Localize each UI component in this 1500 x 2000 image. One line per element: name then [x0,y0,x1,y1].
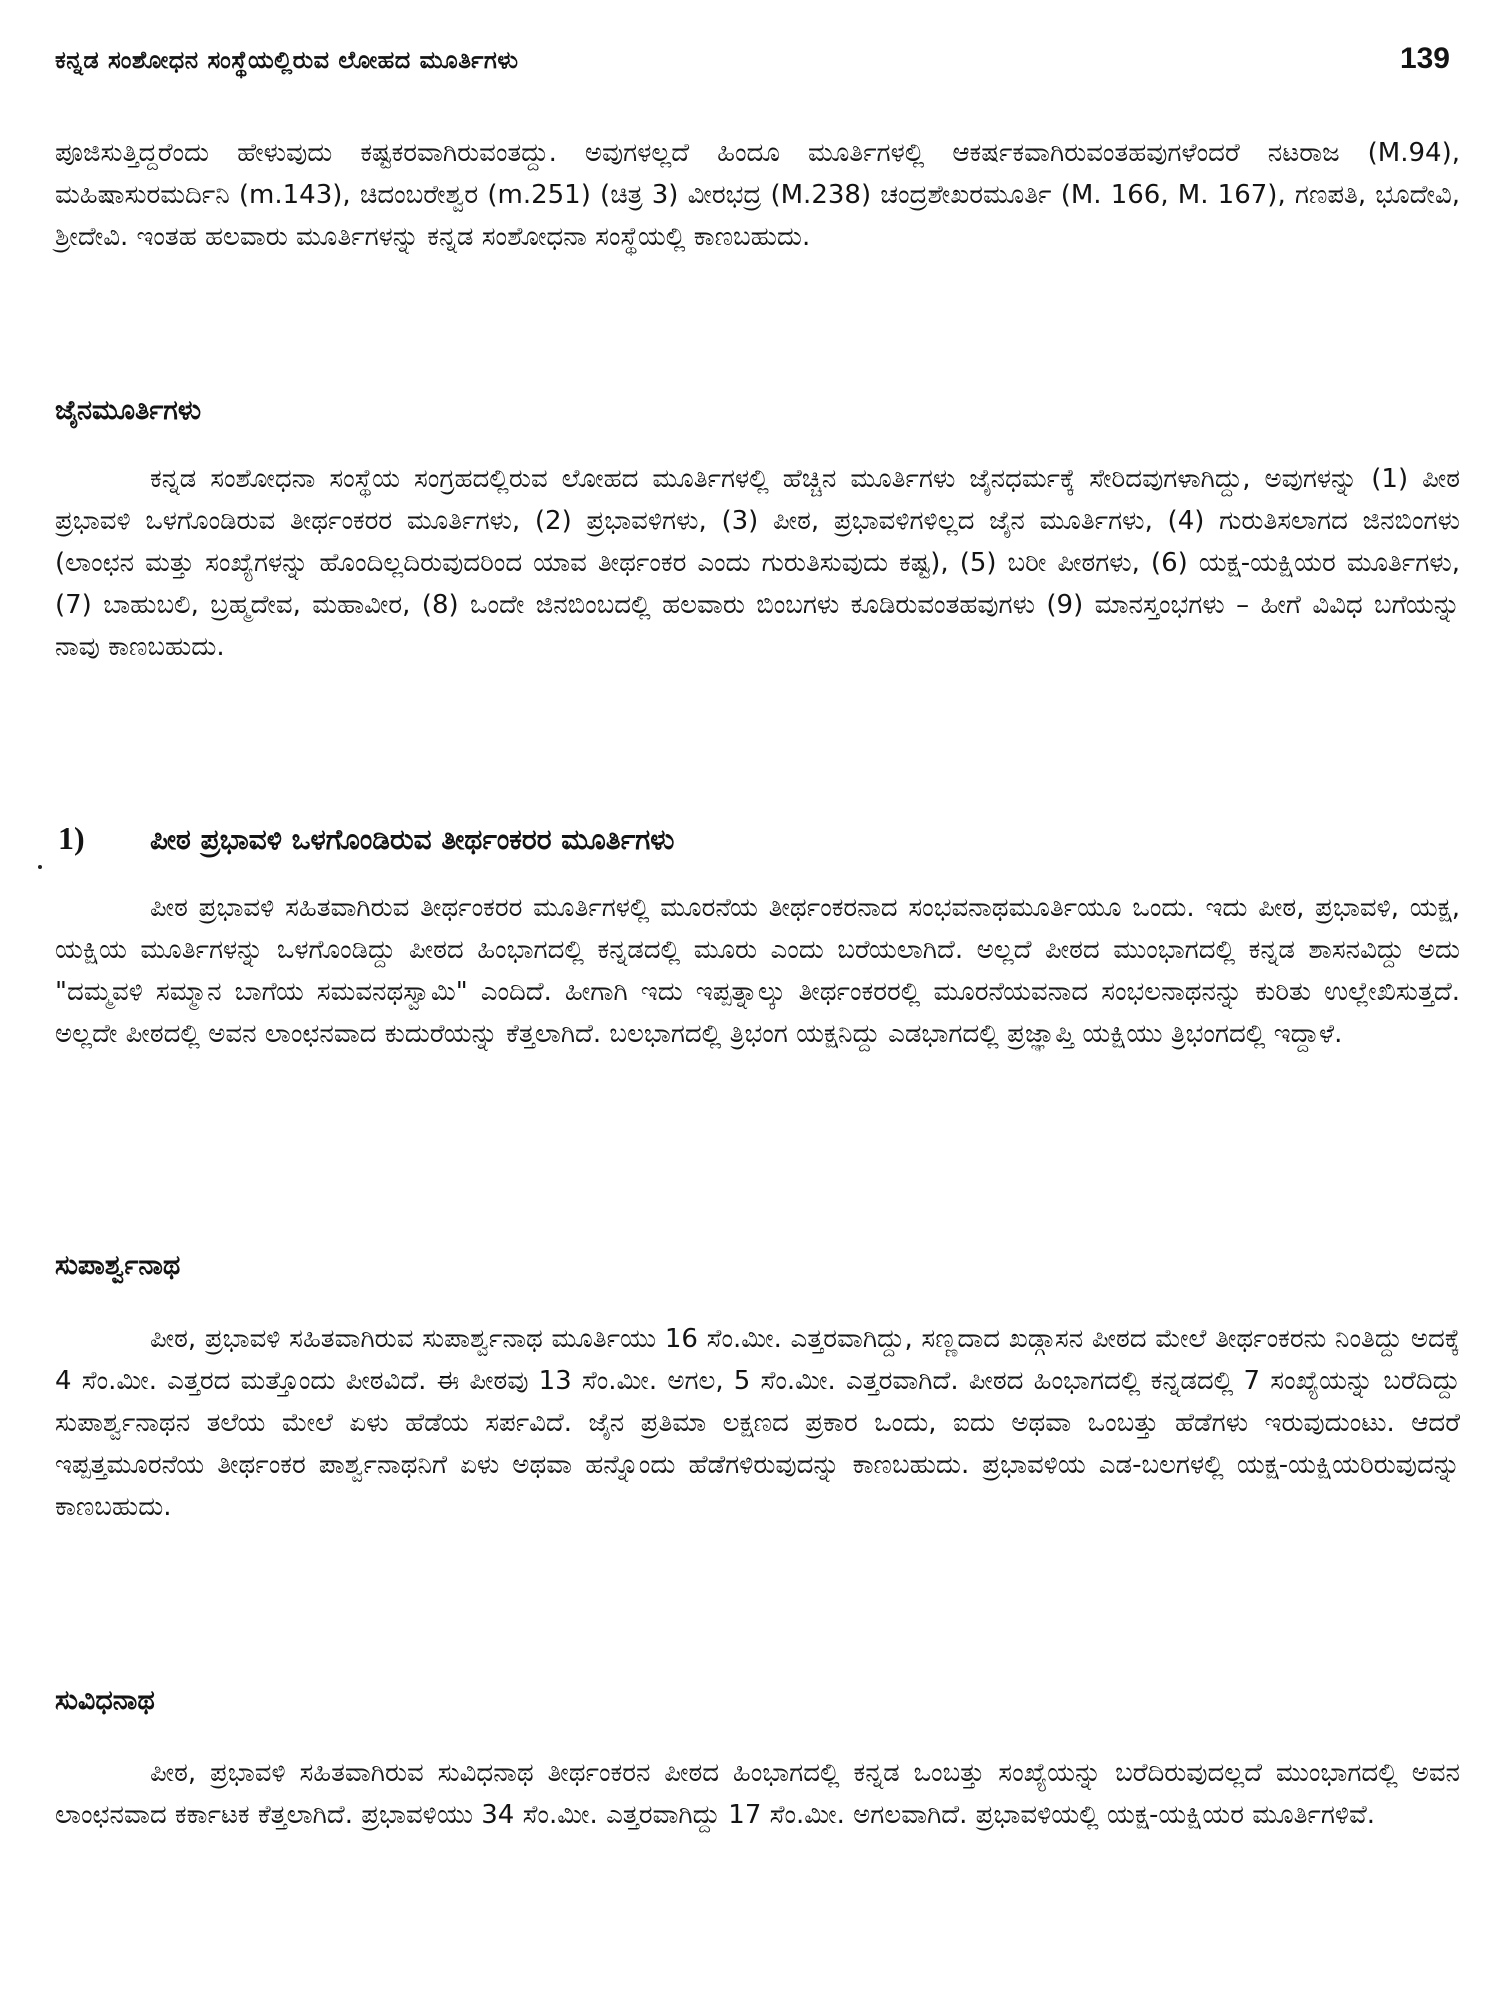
heading-section-1 [58,820,674,857]
section-title: ಪೀಠ ಪ್ರಭಾವಳಿ ಒಳಗೊಂಡಿರುವ ತೀರ್ಥಂಕರರ ಮೂರ್ತಿಗಳು [150,823,675,856]
heading-suvidhinatha: ಸುವಿಧನಾಥ [55,1685,155,1716]
paragraph-jaina-categories: ಕನ್ನಡ ಸಂಶೋಧನಾ ಸಂಸ್ಥೆಯ ಸಂಗ್ರಹದಲ್ಲಿರುವ ಲೋಹದ ಮೂರ್ತಿಗಳಲ್ಲಿ ಹೆಚ್ಚಿನ ಮೂರ್ತಿಗಳು ಜೈನಧರ್ಮಕ್ಕೆ ಸೇರಿದವುಗಳಾಗಿದ್ದು, ಅವುಗಳನ್ನು (1) ಪೀಠ ಪ್ರಭಾವಳಿ ಒಳಗೊಂಡಿರುವ ತೀರ್ಥಂಕರರ ಮೂರ್ತಿಗಳು, (2) ಪ್ರಭಾವಳಿಗಳು, (3) ಪೀಠ, ಪ್ರಭಾವಳಿಗಳಿಲ್ಲದ ಜೈನ ಮೂರ್ತಿಗಳು, (4) ಗುರುತಿಸಲಾಗದ ಜಿನಬಿಂಗಳು (ಲಾಂಛನ ಮತ್ತು ಸಂಖ್ಯೆಗಳನ್ನು ಹೊಂದಿಲ್ಲದಿರುವುದರಿಂದ ಯಾವ ತೀರ್ಥಂಕರ ಎಂದು ಗುರುತಿಸುವುದು ಕಷ್ಟ), (5) ಬರೀ ಪೀಠಗಳು, (6) ಯಕ್ಷ-ಯಕ್ಷಿಯರ ಮೂರ್ತಿಗಳು, (7) ಬಾಹುಬಲಿ, ಬ್ರಹ್ಮದೇವ, ಮಹಾವೀರ, (8) ಒಂದೇ ಜಿನಬಿಂಬದಲ್ಲಿ ಹಲವಾರು ಬಿಂಬಗಳು ಕೂಡಿರುವಂತಹವುಗಳು (9) ಮಾನಸ್ತಂಭಗಳು – ಹೀಗೆ ವಿವಿಧ ಬಗೆಯನ್ನು ನಾವು ಕಾಣಬಹುದು. [55,464,1460,662]
paragraph-hindu-idols: ಪೂಜಿಸುತ್ತಿದ್ದರೆಂದು ಹೇಳುವುದು ಕಷ್ಟಕರವಾಗಿರುವಂತದ್ದು. ಅವುಗಳಲ್ಲದೆ ಹಿಂದೂ ಮೂರ್ತಿಗಳಲ್ಲಿ ಆಕರ್ಷಕವಾಗಿರುವಂತಹವುಗಳೆಂದರೆ ನಟರಾಜ (M.94), ಮಹಿಷಾಸುರಮರ್ದಿನಿ (m.143), ಚಿದಂಬರೇಶ್ವರ (m.251) (ಚಿತ್ರ 3) ವೀರಭದ್ರ (M.238) ಚಂದ್ರಶೇಖರಮೂರ್ತಿ (M. 166, M. 167), ಗಣಪತಿ, ಭೂದೇವಿ, ಶ್ರೀದೇವಿ. ಇಂತಹ ಹಲವಾರು ಮೂರ್ತಿಗಳನ್ನು ಕನ್ನಡ ಸಂಶೋಧನಾ ಸಂಸ್ಥೆಯಲ್ಲಿ ಕಾಣಬಹುದು. [55,138,1460,252]
running-header [55,42,1450,82]
page-number: 139 [1399,42,1450,75]
paragraph-sambhavanatha: ಪೀಠ ಪ್ರಭಾವಳಿ ಸಹಿತವಾಗಿರುವ ತೀರ್ಥಂಕರರ ಮೂರ್ತಿಗಳಲ್ಲಿ ಮೂರನೆಯ ತೀರ್ಥಂಕರನಾದ ಸಂಭವನಾಥಮೂರ್ತಿಯೂ ಒಂದು. ಇದು ಪೀಠ, ಪ್ರಭಾವಳಿ, ಯಕ್ಷ, ಯಕ್ಷಿಯ ಮೂರ್ತಿಗಳನ್ನು ಒಳಗೊಂಡಿದ್ದು ಪೀಠದ ಹಿಂಭಾಗದಲ್ಲಿ ಕನ್ನಡದಲ್ಲಿ ಮೂರು ಎಂದು ಬರೆಯಲಾಗಿದೆ. ಅಲ್ಲದೆ ಪೀಠದ ಮುಂಭಾಗದಲ್ಲಿ ಕನ್ನಡ ಶಾಸನವಿದ್ದು ಅದು "ದಮ್ಮವಳಿ ಸಮ್ಮಾನ ಬಾಗೆಯ ಸಮವನಥಸ್ವಾಮಿ" ಎಂದಿದೆ. ಹೀಗಾಗಿ ಇದು ಇಪ್ಪತ್ನಾಲ್ಕು ತೀರ್ಥಂಕರರಲ್ಲಿ ಮೂರನೆಯವನಾದ ಸಂಭಲನಾಥನನ್ನು ಕುರಿತು ಉಲ್ಲೇಖಿಸುತ್ತದೆ. ಅಲ್ಲದೇ ಪೀಠದಲ್ಲಿ ಅವನ ಲಾಂಛನವಾದ ಕುದುರೆಯನ್ನು ಕೆತ್ತಲಾಗಿದೆ. ಬಲಭಾಗದಲ್ಲಿ ತ್ರಿಭಂಗ ಯಕ್ಷನಿದ್ದು ಎಡಭಾಗದಲ್ಲಿ ಪ್ರಜ್ಞಾಪ್ತಿ ಯಕ್ಷಿಯು ತ್ರಿಭಂಗದಲ್ಲಿ ಇದ್ದಾಳೆ. [55,893,1460,1049]
heading-jaina-idols: ಜೈನಮೂರ್ತಿಗಳು [55,395,202,426]
paragraph-suparshvanatha: ಪೀಠ, ಪ್ರಭಾವಳಿ ಸಹಿತವಾಗಿರುವ ಸುಪಾರ್ಶ್ವನಾಥ ಮೂರ್ತಿಯು 16 ಸೆಂ.ಮೀ. ಎತ್ತರವಾಗಿದ್ದು, ಸಣ್ಣದಾದ ಖಡ್ಗಾಸನ ಪೀಠದ ಮೇಲೆ ತೀರ್ಥಂಕರನು ನಿಂತಿದ್ದು ಅದಕ್ಕೆ 4 ಸೆಂ.ಮೀ. ಎತ್ತರದ ಮತ್ತೊಂದು ಪೀಠವಿದೆ. ಈ ಪೀಠವು 13 ಸೆಂ.ಮೀ. ಅಗಲ, 5 ಸೆಂ.ಮೀ. ಎತ್ತರವಾಗಿದೆ. ಪೀಠದ ಹಿಂಭಾಗದಲ್ಲಿ ಕನ್ನಡದಲ್ಲಿ 7 ಸಂಖ್ಯೆಯನ್ನು ಬರೆದಿದ್ದು ಸುಪಾರ್ಶ್ವನಾಥನ ತಲೆಯ ಮೇಲೆ ಏಳು ಹೆಡೆಯ ಸರ್ಪವಿದೆ. ಜೈನ ಪ್ರತಿಮಾ ಲಕ್ಷಣದ ಪ್ರಕಾರ ಒಂದು, ಐದು ಅಥವಾ ಒಂಬತ್ತು ಹೆಡೆಗಳು ಇರುವುದುಂಟು. ಆದರೆ ಇಪ್ಪತ್ತಮೂರನೆಯ ತೀರ್ಥಂಕರ ಪಾರ್ಶ್ವನಾಥನಿಗೆ ಏಳು ಅಥವಾ ಹನ್ನೊಂದು ಹೆಡೆಗಳಿರುವುದನ್ನು ಕಾಣಬಹುದು. ಪ್ರಭಾವಳಿಯ ಎಡ-ಬಲಗಳಲ್ಲಿ ಯಕ್ಷ-ಯಕ್ಷಿಯರಿರುವುದನ್ನು ಕಾಣಬಹುದು. [55,1324,1460,1522]
heading-suparshvanatha: ಸುಪಾರ್ಶ್ವನಾಥ [55,1250,181,1281]
stray-mark [38,865,42,869]
section-number: 1) [58,820,85,856]
running-title: ಕನ್ನಡ ಸಂಶೋಧನ ಸಂಸ್ಥೆಯಲ್ಲಿರುವ ಲೋಹದ ಮೂರ್ತಿಗಳು [55,46,519,74]
paragraph-suvidhinatha: ಪೀಠ, ಪ್ರಭಾವಳಿ ಸಹಿತವಾಗಿರುವ ಸುವಿಧನಾಥ ತೀರ್ಥಂಕರನ ಪೀಠದ ಹಿಂಭಾಗದಲ್ಲಿ ಕನ್ನಡ ಒಂಬತ್ತು ಸಂಖ್ಯೆಯನ್ನು ಬರೆದಿರುವುದಲ್ಲದೆ ಮುಂಭಾಗದಲ್ಲಿ ಅವನ ಲಾಂಛನವಾದ ಕರ್ಕಾಟಕ ಕೆತ್ತಲಾಗಿದೆ. ಪ್ರಭಾವಳಿಯು 34 ಸೆಂ.ಮೀ. ಎತ್ತರವಾಗಿದ್ದು 17 ಸೆಂ.ಮೀ. ಅಗಲವಾಗಿದೆ. ಪ್ರಭಾವಳಿಯಲ್ಲಿ ಯಕ್ಷ-ಯಕ್ಷಿಯರ ಮೂರ್ತಿಗಳಿವೆ. [55,1758,1460,1830]
